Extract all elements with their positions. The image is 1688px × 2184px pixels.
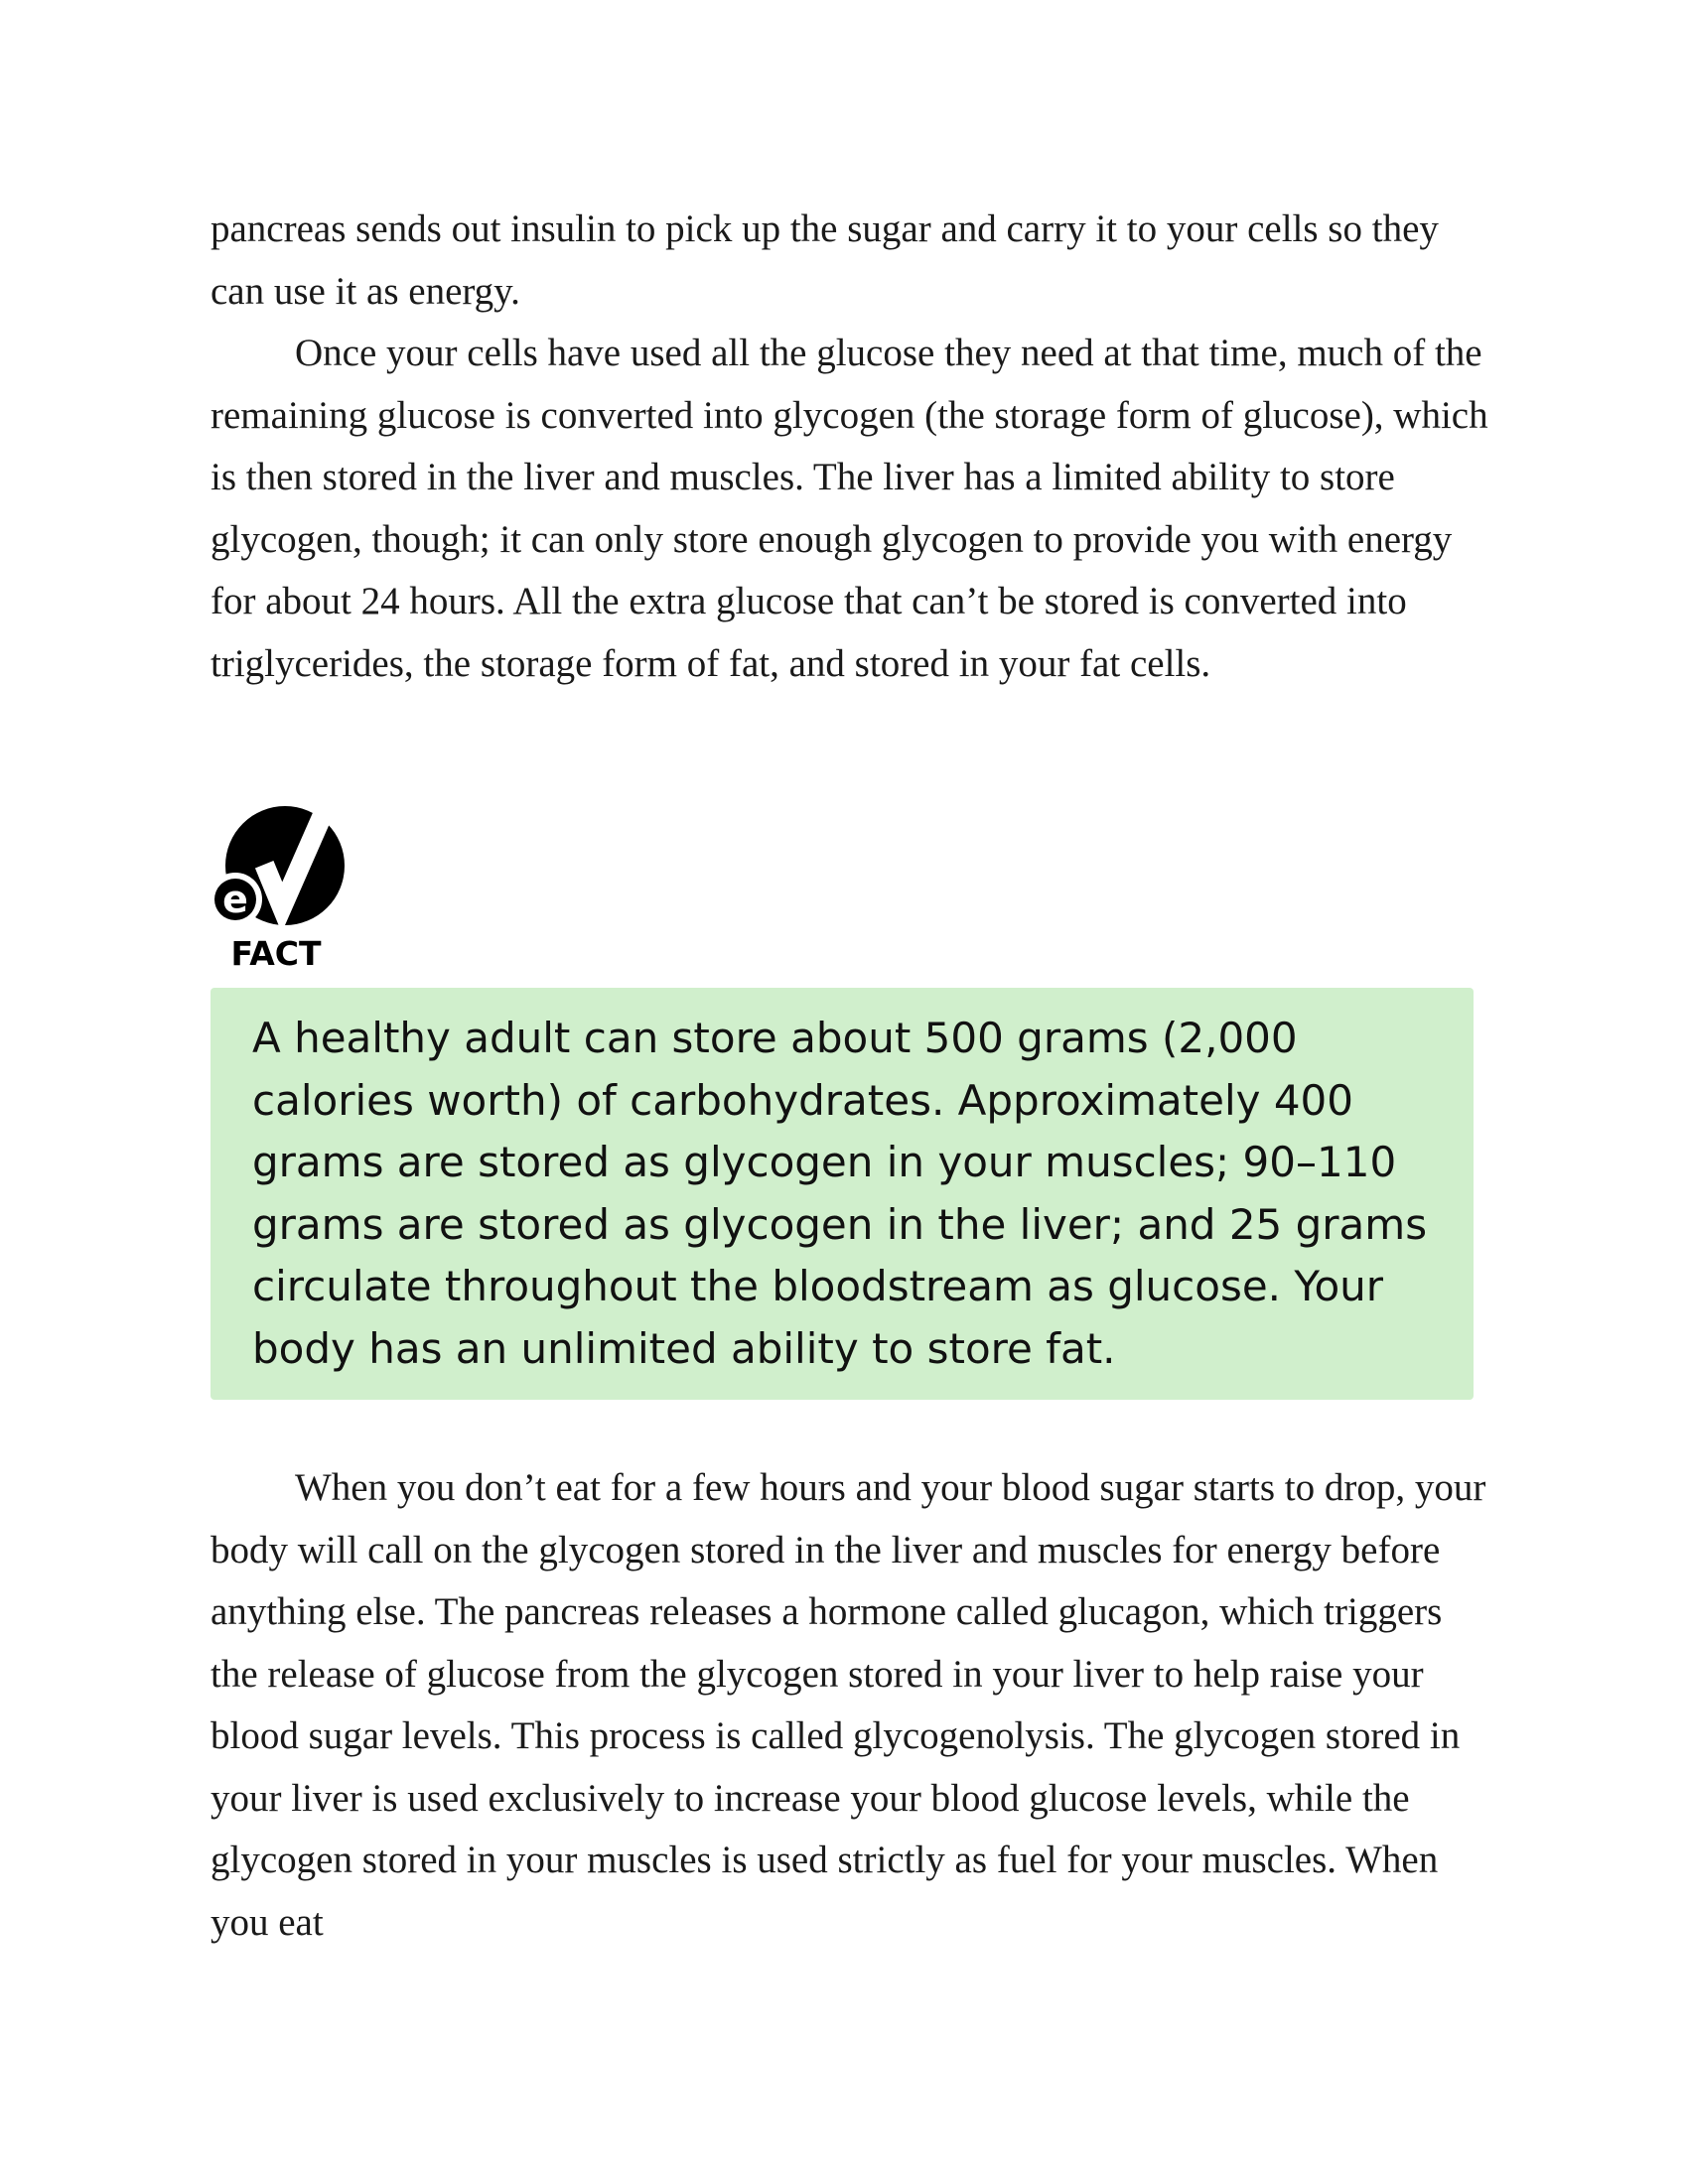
fact-icon-label: FACT (230, 934, 322, 973)
e-check-fact-icon (211, 804, 359, 973)
page-content (211, 199, 1491, 1944)
paragraph-glycogen-storage: Once your cells have used all the glucose they need at that time, much of the remaining glucose is converted into glycogen (the storage form of glucose), which is then stored in the liver and muscles. The liver has a limited ability to store glycogen, though; it can only store enough glycogen to provide you with energy for about 24 hours. All the extra glucose that can’t be stored is converted into triglycerides, the storage form of fat, and stored in your fat cells. (211, 332, 1488, 685)
fact-icon-letter: e (222, 878, 248, 921)
paragraph-continuation: pancreas sends out insulin to pick up the sugar and carry it to your cells so they can use it as energy. (211, 207, 1439, 313)
fact-callout-box (211, 988, 1474, 1400)
paragraph-glycogenolysis: When you don’t eat for a few hours and your blood sugar starts to drop, your body will call on the glycogen stored in the liver and muscles for energy before anything else. The pancreas releases a hormone called glucagon, which triggers the release of glucose from the glycogen stored in your liver to help raise your blood sugar levels. This process is called glycogenolysis. The glycogen stored in your liver is used exclusively to increase your blood glucose levels, while the glycogen stored in your muscles is used strictly as fuel for your muscles. When you eat (211, 1466, 1486, 1944)
fact-text: A healthy adult can store about 500 grams (2,000 calories worth) of carbohydrates. Approximately 400 grams are stored as glycogen in your muscles; 90–110 grams are stored as glycogen in the liver; and 25 grams circulate throughout the bloodstream as glucose. Your body has an unlimited ability to store fat. (252, 1014, 1428, 1373)
